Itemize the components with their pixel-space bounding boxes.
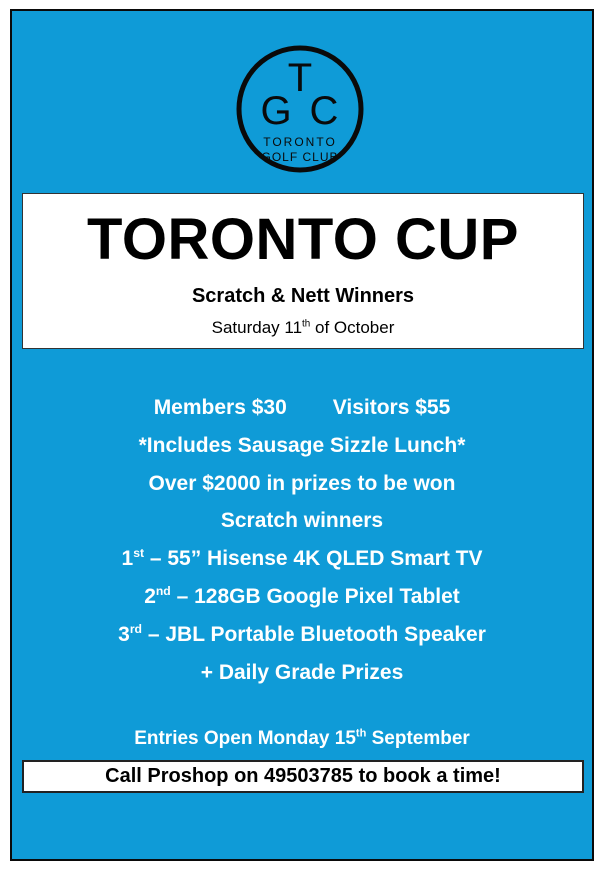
prize-text: – 55” Hisense 4K QLED Smart TV — [144, 547, 483, 571]
prize-text: – 128GB Google Pixel Tablet — [170, 584, 460, 608]
logo-letter-g: G — [260, 89, 292, 133]
prize-place: 3 — [118, 622, 130, 646]
prizes-total-line: Over $2000 in prizes to be won — [148, 471, 456, 495]
title-panel — [22, 193, 584, 349]
entries-open — [12, 727, 592, 751]
prize-first — [12, 540, 592, 578]
poster — [10, 9, 594, 861]
event-details — [12, 389, 592, 691]
club-logo — [236, 29, 364, 191]
prize-place-suffix: nd — [155, 583, 171, 598]
logo-letter-c: C — [309, 89, 339, 133]
date-rest: of October — [310, 318, 395, 337]
date-suffix: th — [302, 318, 311, 330]
logo-line-2: GOLF CLUB — [261, 150, 339, 164]
scratch-heading: Scratch winners — [220, 509, 384, 533]
prize-place: 2 — [144, 584, 156, 608]
visitors-price: Visitors $55 — [332, 396, 451, 419]
event-title: TORONTO CUP — [87, 207, 519, 272]
entries-rest: September — [366, 728, 470, 749]
date-prefix: Saturday 11 — [211, 318, 303, 337]
prize-place-suffix: rd — [129, 621, 142, 636]
logo-line-1: TORONTO — [263, 135, 337, 149]
entries-prefix: Entries Open Monday 15 — [134, 728, 356, 749]
prize-place: 1 — [121, 547, 134, 571]
lunch-line: *Includes Sausage Sizzle Lunch* — [138, 433, 466, 457]
prize-third — [12, 616, 592, 654]
event-subtitle: Scratch & Nett Winners — [191, 285, 415, 307]
event-date — [23, 318, 583, 338]
prize-text: – JBL Portable Bluetooth Speaker — [142, 622, 486, 646]
entries-suffix: th — [355, 727, 367, 740]
daily-grade-line: + Daily Grade Prizes — [200, 660, 404, 684]
prize-second — [12, 578, 592, 616]
call-to-action: Call Proshop on 49503785 to book a time! — [22, 760, 584, 793]
members-price: Members $30 — [153, 396, 287, 419]
prize-place-suffix: st — [133, 546, 145, 561]
logo-letter-t: T — [287, 56, 313, 100]
pricing-line — [12, 389, 592, 427]
